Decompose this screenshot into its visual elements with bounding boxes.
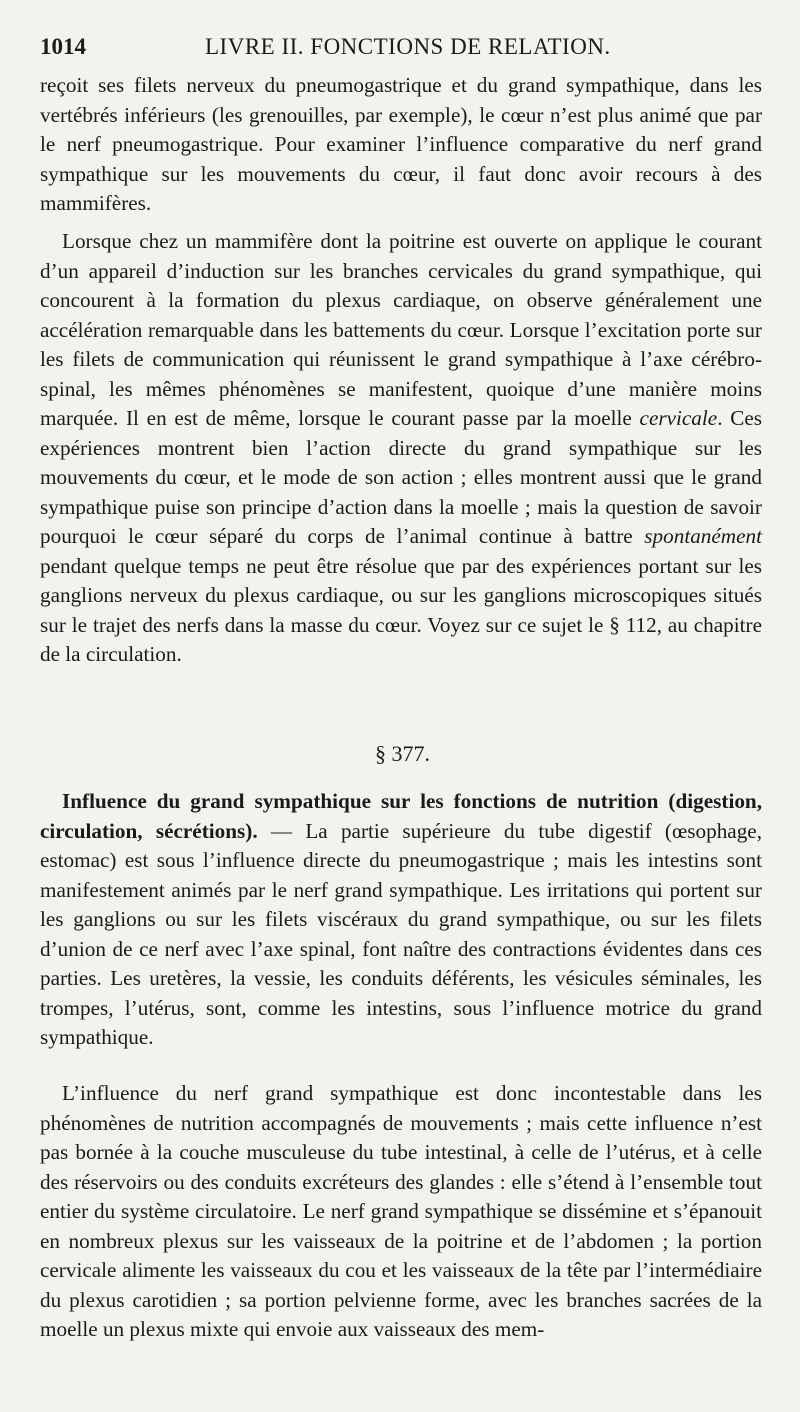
- paragraph-2-part-b: . Ces expériences montrent bien l’action directe du grand sympathique sur les mouvements du cœur, et le mode de son action ; elles montrent aussi que le grand sympathique puise son principe d’action dans la moelle ; mais la question de savoir pourquoi le cœur séparé du corps de l’animal continue à battre: [40, 406, 763, 548]
- italic-cervicale: cervicale: [639, 406, 718, 430]
- page-header: [40, 34, 765, 60]
- paragraph-3-body: — La partie supérieure du tube digestif (œsophage, estomac) est sous l’influence directe du pneumogastrique ; mais les intestins sont manifestement animés par le nerf grand sympathique. Les irritations qui portent sur les ganglions ou sur les filets viscéraux du grand sympathique, ou sur les filets d’union de ce nerf avec l’axe spinal, font naître des contractions évidentes dans ces parties. Les uretères, la vessie, les conduits déférents, les vésicules séminales, les trompes, l’utérus, sont, comme les intestins, sous l’influence motrice du grand sympathique.: [40, 818, 762, 1049]
- page-number: 1014: [40, 34, 86, 59]
- italic-spontanement: spontanément: [644, 524, 762, 548]
- paragraph-1: reçoit ses filets nerveux du pneumogastrique et du grand sympathique, dans les vertébrés inférieurs (les grenouilles, par exemple), le cœur n’est plus animé que par le nerf pneumogastrique. Pour examiner l’influence comparative du nerf grand sympathique sur les mouvements du cœur, il faut donc avoir recours à des mammifères.: [40, 73, 762, 215]
- section-number: § 377.: [375, 741, 430, 766]
- paragraph-2-part-a: Lorsque chez un mammifère dont la poitrine est ouverte on applique le courant d’un appareil d’induction sur les branches cervicales du grand sympathique, qui concourent à la formation du plexus cardiaque, on observe généralement une accélération remarquable dans les battements du cœur. Lorsque l’excitation porte sur les filets de communication qui réunissent le grand sympathique à l’axe cérébro-spinal, les mêmes phénomènes se manifestent, quoique d’une manière moins marquée. Il en est de même, lorsque le courant passe par la moelle: [40, 229, 762, 430]
- paragraph-2: [40, 227, 762, 670]
- paragraph-2-part-c: pendant quelque temps ne peut être résolue que par des expériences portant sur les ganglions nerveux du plexus cardiaque, ou sur les ganglions microscopiques situés sur le trajet des nerfs dans la masse du cœur. Voyez sur ce sujet le § 112, au chapitre de la circulation.: [40, 553, 762, 666]
- paragraph-4-body: L’influence du nerf grand sympathique est donc incontestable dans les phénomènes de nutrition accompagnés de mouvements ; mais cette influence n’est pas bornée à la couche musculeuse du tube intestinal, à celle de l’utérus, et à celle des réservoirs ou des conduits excréteurs des glandes : elle s’étend à l’ensemble tout entier du système circulatoire. Le nerf grand sympathique se dissémine et s’épanouit en nombreux plexus sur les vaisseaux de la poitrine et de l’abdomen ; la portion cervicale alimente les vaisseaux du cou et les vaisseaux de la tête par l’intermédiaire du plexus carotidien ; sa portion pelvienne forme, avec les branches sacrées de la moelle un plexus mixte qui envoie aux vaisseaux des mem-: [40, 1081, 762, 1341]
- paragraph-3: [40, 787, 762, 1053]
- running-title: LIVRE II. FONCTIONS DE RELATION.: [205, 34, 611, 59]
- section-heading: Influence du grand sympathique sur les fonctions de nutrition (digestion, circulation, sécrétions).: [40, 789, 762, 843]
- paragraph-4: [40, 1079, 762, 1345]
